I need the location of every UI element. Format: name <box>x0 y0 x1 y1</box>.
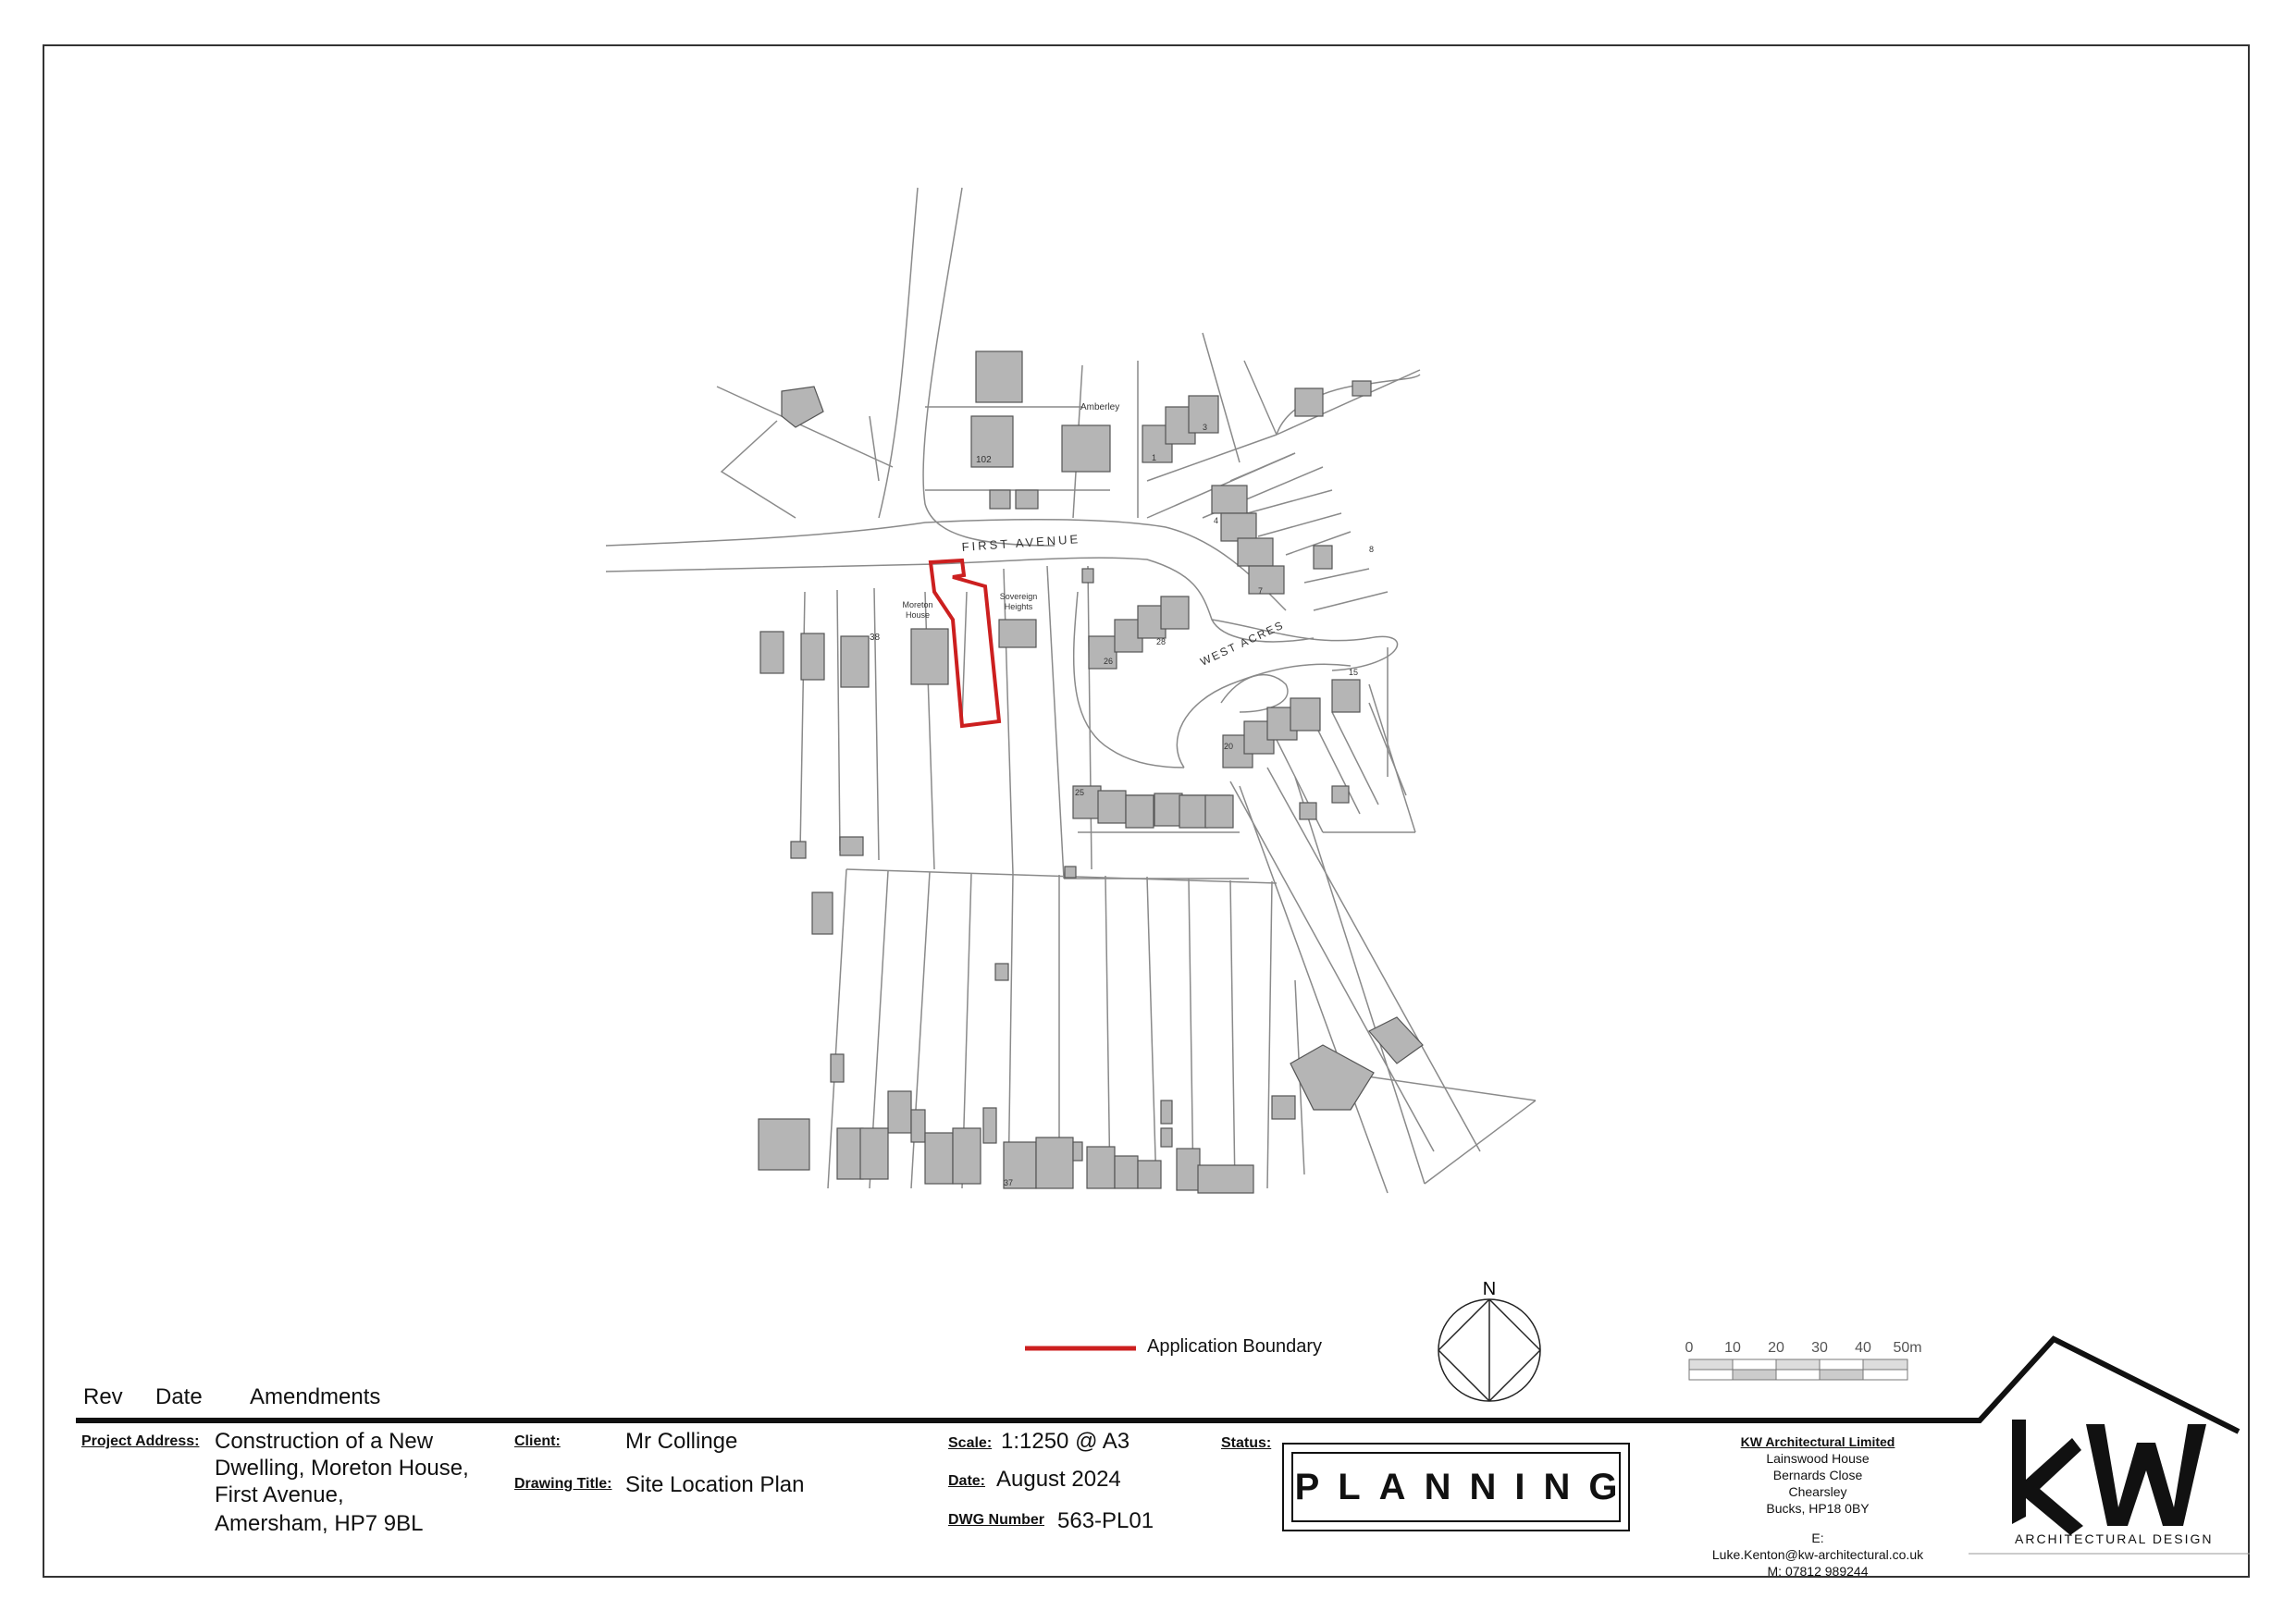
property-label-sovereign-heights-2: Heights <box>1004 602 1033 611</box>
scale-bar <box>1689 1359 1907 1380</box>
scale-label: 20 <box>1768 1340 1784 1356</box>
company-address-line: Lainswood House <box>1766 1451 1870 1466</box>
client-value: Mr Collinge <box>625 1429 738 1454</box>
company-name: KW Architectural Limited <box>1740 1434 1895 1449</box>
company-address-line: Bucks, HP18 0BY <box>1766 1501 1870 1516</box>
scale-label: 50m <box>1893 1340 1922 1356</box>
property-label-moreton-house-2: House <box>905 610 931 620</box>
company-block <box>1665 1433 1970 1580</box>
kw-logo <box>2012 1420 2206 1535</box>
road-label-first-avenue: FIRST AVENUE <box>961 532 1081 554</box>
house-number: 37 <box>1004 1178 1014 1187</box>
amendments-header: Amendments <box>250 1384 381 1409</box>
scale-label: 10 <box>1724 1340 1741 1356</box>
legend-label: Application Boundary <box>1147 1336 1323 1357</box>
company-address-line: Bernards Close <box>1772 1468 1863 1482</box>
house-number: 20 <box>1224 742 1234 751</box>
email-label: E: <box>1811 1531 1824 1545</box>
scale-label: 40 <box>1855 1340 1871 1356</box>
dwg-number-label: DWG Number <box>948 1512 1044 1528</box>
company-email: Luke.Kenton@kw-architectural.co.uk <box>1711 1547 1924 1562</box>
project-address-line: First Avenue, <box>215 1482 344 1507</box>
scale-label: 0 <box>1685 1340 1694 1356</box>
scale-bar-labels <box>1685 1340 1922 1356</box>
property-label-sovereign-heights: Sovereign <box>999 592 1038 601</box>
date-value: August 2024 <box>996 1467 1121 1492</box>
status-box <box>1282 1443 1636 1531</box>
north-label: N <box>1482 1279 1497 1299</box>
date-label: Date: <box>948 1473 986 1489</box>
drawing-title-label: Drawing Title: <box>514 1476 612 1492</box>
company-address-line: Chearsley <box>1788 1484 1847 1499</box>
project-address-label: Project Address: <box>81 1433 200 1449</box>
house-number: 8 <box>1369 545 1375 554</box>
dwg-number-value: 563-PL01 <box>1057 1508 1154 1533</box>
client-label: Client: <box>514 1433 561 1449</box>
property-label-moreton-house: Moreton <box>902 600 933 609</box>
house-number: 3 <box>1203 423 1208 432</box>
house-number: 1 <box>1152 453 1157 462</box>
rev-header: Rev <box>83 1384 123 1409</box>
house-number: 15 <box>1349 668 1359 677</box>
drawing-title-value: Site Location Plan <box>625 1472 805 1497</box>
spacer <box>1665 1517 1970 1530</box>
house-number: 26 <box>1104 657 1114 666</box>
project-address-line: Dwelling, Moreton House, <box>215 1456 469 1481</box>
north-arrow <box>1438 1299 1540 1401</box>
house-number: 25 <box>1075 788 1085 797</box>
scale-value: 1:1250 @ A3 <box>1001 1429 1130 1454</box>
project-address-line: Construction of a New <box>215 1429 434 1454</box>
property-label-amberley: Amberley <box>1080 402 1120 412</box>
house-number: 4 <box>1214 516 1219 525</box>
scale-label: 30 <box>1811 1340 1828 1356</box>
logo-subtitle: ARCHITECTURAL DESIGN <box>2015 1531 2214 1546</box>
company-mobile: M: 07812 989244 <box>1767 1564 1869 1579</box>
road-label-west-acres: WEST ACRES <box>1198 618 1287 669</box>
scale-label: Scale: <box>948 1435 993 1451</box>
status-value: PLANNING <box>1291 1452 1621 1522</box>
house-number: 38 <box>870 633 881 643</box>
house-number: 7 <box>1258 586 1264 596</box>
house-number: 28 <box>1156 637 1167 646</box>
status-label: Status: <box>1221 1435 1272 1451</box>
house-number: 102 <box>976 455 992 465</box>
date-header: Date <box>155 1384 203 1409</box>
project-address-line: Amersham, HP7 9BL <box>215 1511 424 1536</box>
